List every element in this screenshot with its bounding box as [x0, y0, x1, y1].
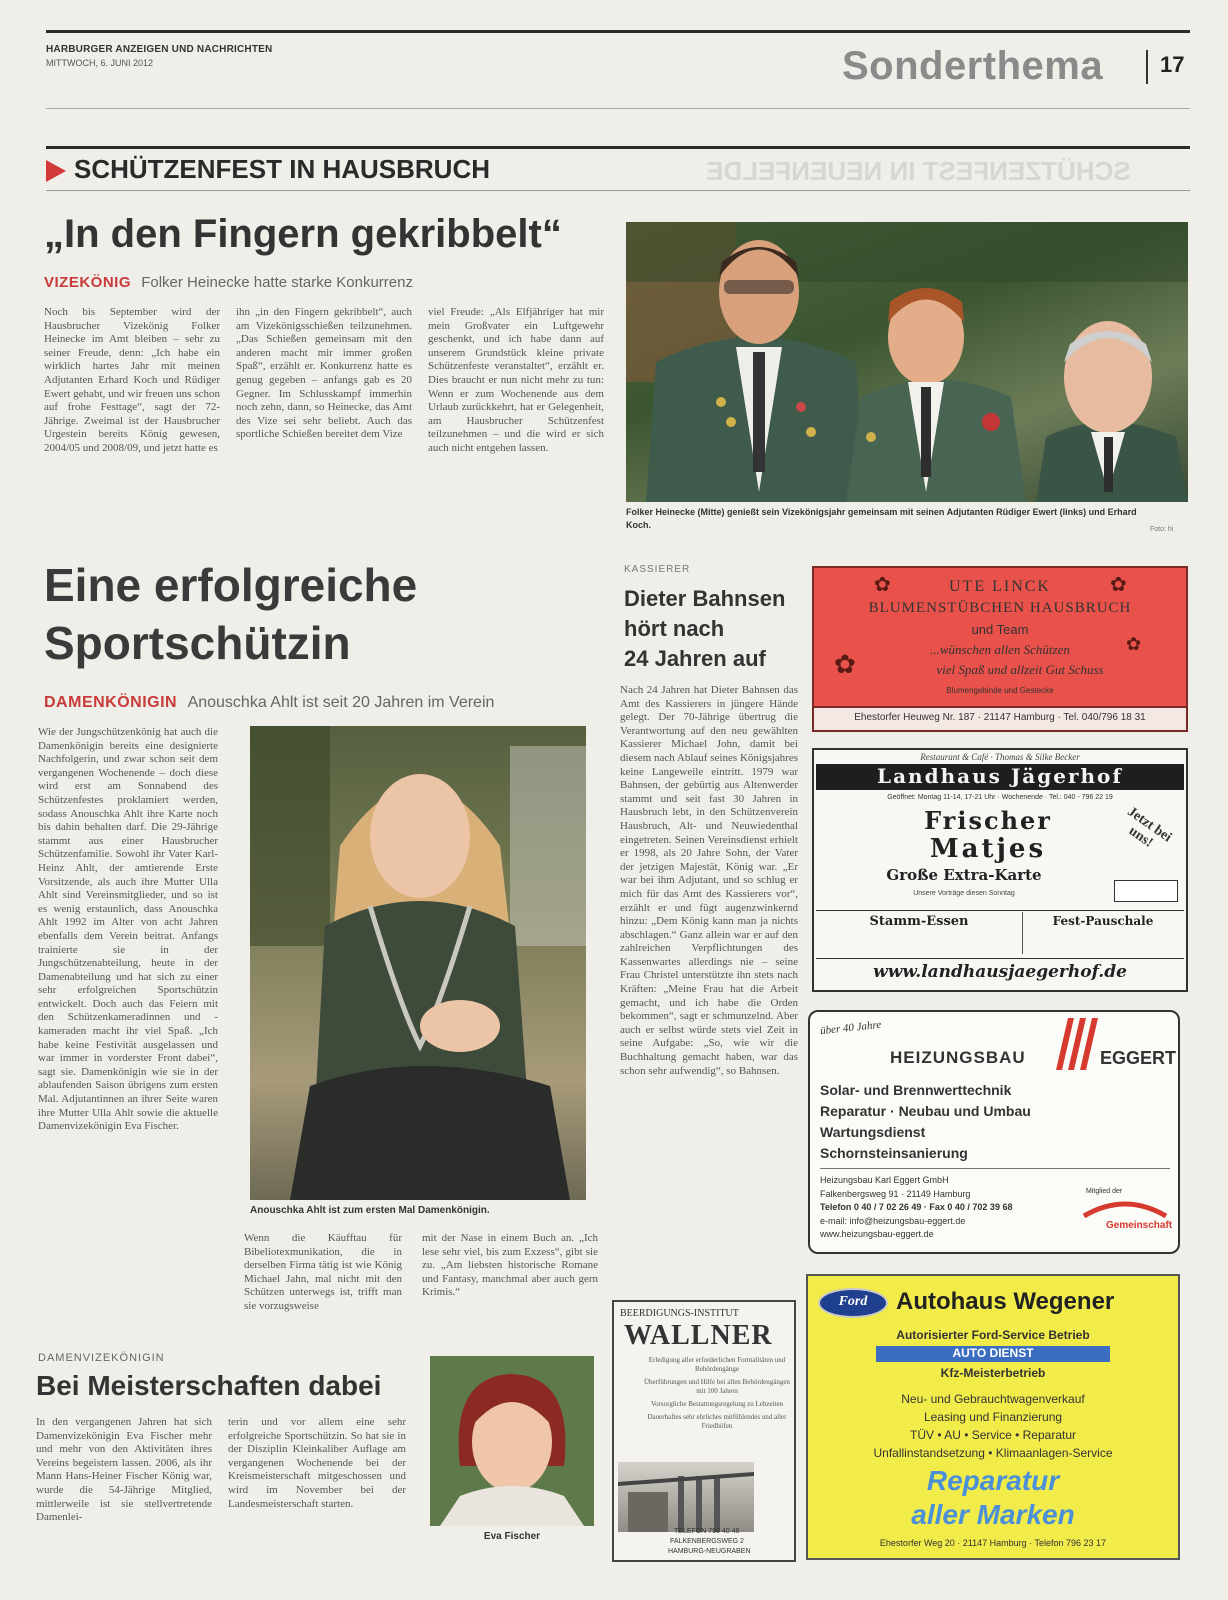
- eggert-email[interactable]: e-mail: info@heizungsbau-eggert.de: [820, 1215, 966, 1226]
- issue-date: MITTWOCH, 6. JUNI 2012: [46, 58, 154, 68]
- queen-photo: [250, 726, 586, 1200]
- vice-king-photo-drawing: [626, 222, 1188, 502]
- vice-king-photo-credit: Foto: hi: [1150, 526, 1174, 533]
- wallner-services: [644, 1356, 790, 1431]
- ad-heizungsbau-eggert: [808, 1010, 1180, 1254]
- wegener-name: Autohaus Wegener: [896, 1288, 1115, 1315]
- wegener-services: [808, 1390, 1178, 1462]
- topic-bottom-rule: [46, 190, 1190, 191]
- ad-autohaus-wegener: [806, 1274, 1180, 1560]
- eva-fischer-photo-drawing: [430, 1356, 594, 1526]
- jaegerhof-hours: Geöffnet: Montag 11-14, 17-21 Uhr · Wochenende · Tel.: 040 - 796 22 19: [887, 794, 1113, 801]
- eggert-name-1: HEIZUNGSBAU: [890, 1048, 1026, 1067]
- wallner-line-4: Dauerhaftes sehr ehrliches mitfühlendes und aller Friedhöfen: [647, 1413, 787, 1430]
- topic-ghost-text: SCHÜTZENFEST IN NEUENFELDE: [706, 156, 1131, 186]
- eggert-name-2: EGGERT: [1100, 1048, 1177, 1068]
- article3-body: Nach 24 Jahren hat Dieter Bahnsen das Amt des Kassierers in jüngere Hände gelegt. Der 70-Jährige übertrug die Verantwortung auf den neu gewählten Kassierer Michael John, damit bei diesem nach Ablauf seines Königsjahres keine Langeweile eintritt. 1979 war Bahnsen, der gebürtig aus Altenwerder stammt und seit fast 30 Jahren in Hausbruch lebt, in den Schützenverein Hausbruch, Alt- und Neuwiedenthal eingetreten. Seinen Vereinsdienst erhielt er 1998, als 20 Jahre Sohn, der Vater der jetzigen Majestät, König war. „Er war bei ihm Adjutant, und so schlug er mich für das Amt des Kassierers vor“, erzählt er und fügt augenzwinkernd hinzu: „Dem König kann man ja nichts abschlagen.“ Ganz allein war er auf den zahlreichen Verpflichtungen des Kassenwartes allerdings nie – seine Frau Christel unterstützte ihn stets nach Kräften: „Meine Frau hat die Arbeit gemacht, und ich habe die Orden bekommen“, sagt er schmunzelnd. Aber auch er selbst würde stets viel Zeit in seine Aufgabe: „So, wie wir die Buchhaltung gemacht haben, war das schon sehr aufwendig“, so Bahnsen.: [620, 684, 798, 1077]
- wegener-line-4: Neu- und Gebrauchtwagenverkauf: [901, 1392, 1085, 1406]
- flower-icon: ✿: [1126, 634, 1142, 654]
- eggert-service-1: Solar- und Brennwerttechnik: [820, 1082, 1012, 1098]
- jaegerhof-divider-2: [816, 958, 1184, 959]
- article3-headline-line-2: hört nach: [624, 616, 725, 641]
- jaegerhof-url[interactable]: www.landhausjaegerhof.de: [873, 962, 1127, 982]
- jaegerhof-name: Landhaus Jägerhof: [877, 764, 1123, 788]
- article4-column-1: In den vergangenen Jahren hat sich Damenvizekönigin Eva Fischer mehr und mehr von den Aktivitäten ihres Vereins begeistern lassen. 2006, als ihr Mann Hans-Heiner Fischer König war, wurde die 54-Jährige Mitglied, mittlerweile ist sie stellvertretende Damenlei-: [36, 1416, 212, 1524]
- article3-headline-line-3: 24 Jahren auf: [624, 646, 766, 671]
- wallner-city: HAMBURG-NEUGRABEN: [668, 1548, 751, 1555]
- wegener-line-3: Kfz-Meisterbetrieb: [940, 1366, 1046, 1380]
- article4-headline: Bei Meisterschaften dabei: [36, 1370, 382, 1401]
- jaegerhof-line-1: Frischer: [924, 806, 1052, 835]
- queen-photo-drawing: [250, 726, 586, 1200]
- wallner-line-3: Vorsorgliche Bestattungsregelung zu Lebzeiten: [650, 1400, 784, 1408]
- eggert-address: [820, 1174, 1012, 1242]
- wallner-line-1: Erledigung aller erforderlichen Formalitäten und Behördengänge: [648, 1356, 786, 1373]
- wegener-footer: Ehestorfer Weg 20 · 21147 Hamburg · Telefon 796 23 17: [879, 1538, 1107, 1548]
- masthead-divider: [1146, 50, 1148, 84]
- jaegerhof-badge: Jetzt bei uns!: [1124, 804, 1175, 851]
- eggert-member-label: Mitglied der: [1086, 1188, 1123, 1195]
- wegener-line-5: Leasing und Finanzierung: [923, 1410, 1063, 1424]
- topic-title: SCHÜTZENFEST IN HAUSBRUCH: [74, 154, 490, 184]
- linck-team: und Team: [971, 622, 1029, 637]
- wallner-line-2: Überführungen und Hilfe bei allen Behördengängen mit 100 Jahren: [644, 1378, 790, 1395]
- article2-column-3: mit der Nase in einem Buch an. „Ich lese sehr viel, bis zum Exzess“, gibt sie zu. „Am liebsten historische Romane und Fantasy, manchmal aber auch gern Krimis.“: [422, 1232, 598, 1299]
- jaegerhof-logo-box: [1114, 880, 1178, 902]
- article3-headline: [624, 584, 785, 674]
- article3-kicker: KASSIERER: [624, 564, 691, 575]
- article2-column-1: Wie der Jungschützenkönig hat auch die Damenkönigin bereits eine designierte Nachfolgerin, und zwar schon seit dem vergangenen Wochenende – doch diese wird erst am Sonnabend des Schützenfestes proklamiert werden, sodass Anouschka Ahlt ihre Karte noch bis dahin behalten darf. Die 29-Jährige stammt aus einer Hausbrucher Schützenfamilie. Sowohl ihr Vater Karl-Heinz Ahlt, der amtierende Erste Vorsitzende, als auch ihre Mutter Ulla Ahlt sind Vereinsmitglieder, und so ist es wenig erstaunlich, dass Anouschka Ahlt 1992 im Alter von acht Jahren ebenfalls dem Verein beitrat. Anfangs trainierte sie in der Jungschützenabteilung, heute in der Damenabteilung und hat sich zu einer sehr erfolgreichen Sportschützin entwickelt. Doch auch das Feiern mit den Schützenkameradinnen und -kameraden macht ihr viel Spaß. „Ich habe keine Festivität ausgelassen und war immer in vorderster Front dabei“, sagt sie. Damenkönigin wie sie in der ablaufenden Saison übrigens zum ersten Mal. Adjutantinnen an ihrer Seite waren ihre Mutter Ulla Ahlt sowie die aktuelle Damenvizekönigin Eva Fischer.: [38, 726, 218, 1133]
- wegener-big-1: Reparatur: [926, 1465, 1060, 1496]
- linck-name: UTE LINCK: [949, 578, 1051, 595]
- ford-logo-text: Ford: [838, 1294, 868, 1309]
- top-rule: [46, 30, 1190, 33]
- article1-column-1: Noch bis September wird der Hausbrucher Vizekönig Folker Heinecke im Amt bleiben – sehr zu seiner Freude, denn: „Ich habe ein wirklich hartes Jahr mit meinen Adjutanten Erhard Koch und Rüdiger Ewert gehabt, und wir freuen uns schon auf frohe Festtage“, sagt der 72-Jährige. Zweimal ist der Hausbrucher Urgestein bereits König gewesen, 2004/05 und 2008/09, und jetzt hatte es: [44, 306, 220, 454]
- eggert-badge: über 40 Jahre: [819, 1018, 882, 1038]
- linck-wish-2: viel Spaß und allzeit Gut Schuss: [936, 662, 1104, 677]
- linck-footer: Ehestorfer Heuweg Nr. 187 · 21147 Hamburg · Tel. 040/796 18 31: [854, 712, 1146, 723]
- article4-kicker: DAMENVIZEKÖNIGIN: [38, 1352, 165, 1364]
- jaegerhof-divider: [816, 910, 1184, 911]
- eva-fischer-photo-caption: Eva Fischer: [483, 1531, 541, 1542]
- eggert-member-name: Gemeinschaft: [1106, 1220, 1173, 1231]
- eggert-service-2: Reparatur · Neubau und Umbau: [820, 1103, 1031, 1119]
- wallner-name: WALLNER: [624, 1320, 773, 1351]
- wegener-big-2: aller Marken: [911, 1499, 1075, 1530]
- paper-name: HARBURGER ANZEIGEN UND NACHRICHTEN: [46, 44, 273, 55]
- vice-king-photo-caption: Folker Heinecke (Mitte) genießt sein Vizekönigsjahr gemeinsam mit seinen Adjutanten Rüdiger Ewert (links) und Erhard Koch.: [626, 507, 1137, 530]
- jaegerhof-col1-title: Stamm-Essen: [869, 914, 969, 929]
- eggert-service-4: Schornsteinsanierung: [820, 1145, 968, 1161]
- wallner-building-image: [618, 1462, 754, 1532]
- jaegerhof-col-divider: [1022, 912, 1023, 954]
- linck-note: Blumengebinde und Gestecke: [946, 686, 1054, 695]
- wegener-big-slogan: [808, 1464, 1178, 1532]
- eggert-divider: [820, 1168, 1170, 1169]
- article2-headline-line-2: Sportschützin: [44, 617, 351, 669]
- article1-deck: [44, 274, 413, 291]
- topic-rule: [46, 146, 1190, 149]
- vice-king-photo: [626, 222, 1188, 502]
- eggert-logo-icon: [1046, 1018, 1102, 1070]
- article4-column-2: terin und vor allem eine sehr erfolgreiche Sportschützin. So hat sie in der Disziplin Kleinkaliber Auflage am vergangenen Wochenende bei der Kreismeisterschaft mitgeschossen und wird im November bei der Landesmeisterschaft starten.: [228, 1416, 406, 1510]
- linck-shop: BLUMENSTÜBCHEN HAUSBRUCH: [868, 600, 1132, 616]
- masthead-rule: [46, 108, 1190, 109]
- wallner-phone: TELEFON 790 40 46: [674, 1528, 740, 1535]
- eggert-address-1: Heizungsbau Karl Eggert GmbH: [820, 1175, 949, 1185]
- ad-ute-linck: [812, 566, 1188, 732]
- eggert-service-3: Wartungsdienst: [820, 1124, 926, 1140]
- section-name: Sonderthema: [842, 44, 1104, 88]
- flower-icon: ✿: [834, 650, 856, 679]
- eggert-website[interactable]: www.heizungsbau-eggert.de: [820, 1229, 934, 1239]
- page-number: 17: [1160, 52, 1185, 77]
- eggert-phone: Telefon 0 40 / 7 02 26 49 · Fax 0 40 / 702 39 68: [820, 1202, 1013, 1212]
- topic-arrow-icon: [46, 160, 66, 182]
- eva-fischer-photo: [430, 1356, 594, 1526]
- linck-wish-1: ...wünschen allen Schützen: [930, 642, 1070, 657]
- article2-headline-line-1: Eine erfolgreiche: [44, 559, 418, 611]
- article3-headline-line-1: Dieter Bahnsen: [624, 586, 786, 611]
- flower-icon: ✿: [874, 574, 891, 596]
- wegener-line-2: AUTO DIENST: [952, 1346, 1034, 1360]
- guild-arc-icon: [1080, 1198, 1170, 1218]
- wallner-address: FALKENBERGSWEG 2: [670, 1538, 744, 1545]
- article1-kicker: VIZEKÖNIG: [44, 274, 132, 291]
- flower-icon: ✿: [1110, 574, 1127, 596]
- article1-headline: „In den Fingern gekribbelt“: [44, 212, 562, 256]
- article2-deck: [44, 694, 494, 712]
- article2-column-2: Wenn die Käufftau für Bibeliotexmunikation, die in derselben Firma tätig ist wie König Michael Jahn, mal nicht mit den Schützen unterwegs ist, trifft man sie vorzugsweise: [244, 1232, 402, 1312]
- article2-headline: [44, 556, 417, 672]
- article2-subhead: Anouschka Ahlt ist seit 20 Jahren im Verein: [187, 694, 495, 711]
- wegener-line-7: Unfallinstandsetzung • Klimaanlagen-Service: [873, 1446, 1113, 1460]
- article1-column-2: ihn „in den Fingern gekribbelt“, auch am Vizekönigsschießen teilzunehmen. „Das Schießen gemeinsam mit den anderen macht mir immer großen Spaß“, erzählt er. Konkurrenz hatte es genug gegeben – anfangs gab es 20 Gegner. Im Schlusskampf immerhin noch zehn, dann, so Heinecke, das Amt des Vize sei sehr beliebt. Auch das sportliche Schießen bereitet dem Vize: [236, 306, 412, 441]
- jaegerhof-sub: Unsere Vorträge diesen Sonntag: [913, 890, 1015, 897]
- jaegerhof-col2-title: Fest-Pauschale: [1052, 914, 1154, 928]
- eggert-services: [820, 1080, 1031, 1164]
- eggert-address-2: Falkenbergsweg 91 · 21149 Hamburg: [820, 1188, 971, 1199]
- queen-photo-caption: Anouschka Ahlt ist zum ersten Mal Damenkönigin.: [250, 1205, 490, 1216]
- jaegerhof-line-2: Matjes: [929, 834, 1047, 864]
- wallner-top: BEERDIGUNGS-INSTITUT: [620, 1308, 739, 1319]
- article2-kicker: DAMENKÖNIGIN: [44, 694, 178, 711]
- article1-subhead: Folker Heinecke hatte starke Konkurrenz: [141, 274, 413, 291]
- ad-landhaus-jaegerhof: [812, 748, 1188, 992]
- jaegerhof-line-3: Große Extra-Karte: [886, 866, 1042, 884]
- wegener-line-1: Autorisierter Ford-Service Betrieb: [896, 1328, 1090, 1342]
- wallner-building-drawing: [618, 1462, 754, 1532]
- wegener-line-6: TÜV • AU • Service • Reparatur: [910, 1428, 1076, 1442]
- ad-wallner: [612, 1300, 796, 1562]
- article1-column-3: viel Freude: „Als Elfjähriger hat mir mein Großvater ein Luftgewehr geschenkt, und ich habe dann auf unserem Grundstück kleine private Schützenfeste veranstaltet“, erzählt er. Dies braucht er nun nicht mehr zu tun: Wenn er zum Wochenende aus dem Urlaub zurückkehrt, hat er Gelegenheit, am Hausbrucher Schützenfest teilzunehmen – und die wird er sich auch nicht entgehen lassen.: [428, 306, 604, 454]
- jaegerhof-top: Restaurant & Café · Thomas & Silke Becker: [920, 752, 1080, 762]
